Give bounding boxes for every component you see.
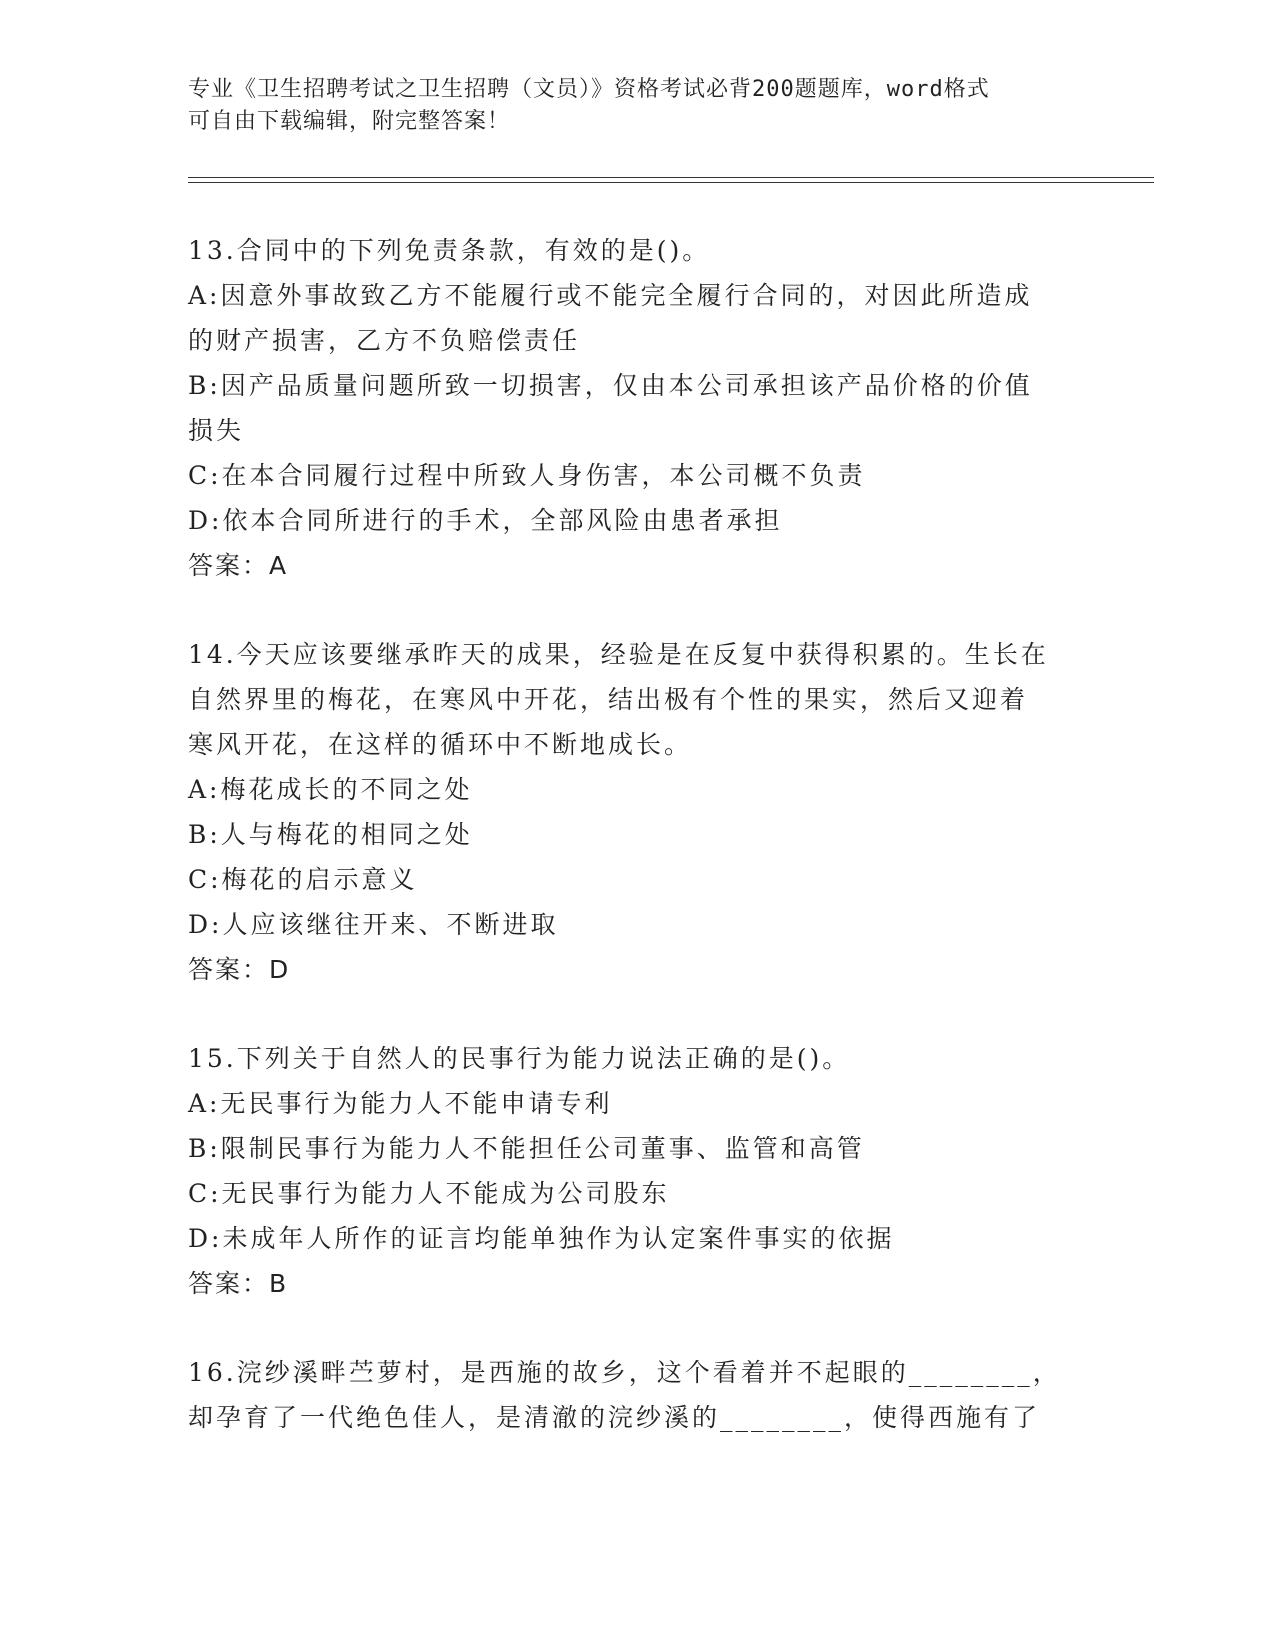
header-divider-top [188, 177, 1154, 178]
option-line: B:限制民事行为能力人不能担任公司董事、监管和高管 [188, 1134, 865, 1163]
question-item [188, 1350, 1088, 1440]
option-line: C:无民事行为能力人不能成为公司股东 [188, 1179, 670, 1208]
option-line: D:人应该继往开来、不断进取 [188, 910, 559, 939]
answer-line: 答案：B [188, 1269, 289, 1298]
question-item [188, 228, 1088, 588]
answer-line: 答案：A [188, 551, 289, 580]
question-item [188, 1036, 1088, 1306]
question-text-line: 16.浣纱溪畔苎萝村，是西施的故乡，这个看着并不起眼的________， [188, 1358, 1061, 1387]
option-line: 的财产损害，乙方不负赔偿责任 [188, 326, 581, 355]
option-line: A:因意外事故致乙方不能履行或不能完全履行合同的，对因此所造成 [188, 281, 1033, 310]
question-text-line: 13.合同中的下列免责条款，有效的是()。 [188, 236, 711, 265]
question-text-line: 却孕育了一代绝色佳人，是清澈的浣纱溪的________，使得西施有了 [188, 1403, 1041, 1432]
header-line-1: 专业《卫生招聘考试之卫生招聘（文员）》资格考试必背200题题库，word格式 [188, 77, 990, 102]
question-list [188, 228, 1088, 1440]
question-text-line: 自然界里的梅花，在寒风中开花，结出极有个性的果实，然后又迎着 [188, 685, 1029, 714]
header-line-2: 可自由下载编辑，附完整答案！ [188, 109, 511, 134]
option-line: B:人与梅花的相同之处 [188, 820, 473, 849]
question-item [188, 632, 1088, 992]
option-line: A:无民事行为能力人不能申请专利 [188, 1089, 613, 1118]
question-text-line: 14.今天应该要继承昨天的成果，经验是在反复中获得积累的。生长在 [188, 640, 1049, 669]
answer-line: 答案：D [188, 955, 291, 984]
option-line: B:因产品质量问题所致一切损害，仅由本公司承担该产品价格的价值 [188, 371, 1033, 400]
option-line: A:梅花成长的不同之处 [188, 775, 473, 804]
option-line: 损失 [188, 416, 245, 445]
question-text-line: 寒风开花，在这样的循环中不断地成长。 [188, 730, 693, 759]
document-header [188, 74, 1068, 138]
option-line: C:在本合同履行过程中所致人身伤害，本公司概不负责 [188, 461, 866, 490]
header-divider-bottom [188, 182, 1154, 183]
option-line: D:依本合同所进行的手术，全部风险由患者承担 [188, 506, 783, 535]
option-line: C:梅花的启示意义 [188, 865, 418, 894]
option-line: D:未成年人所作的证言均能单独作为认定案件事实的依据 [188, 1224, 895, 1253]
question-text-line: 15.下列关于自然人的民事行为能力说法正确的是()。 [188, 1044, 851, 1073]
